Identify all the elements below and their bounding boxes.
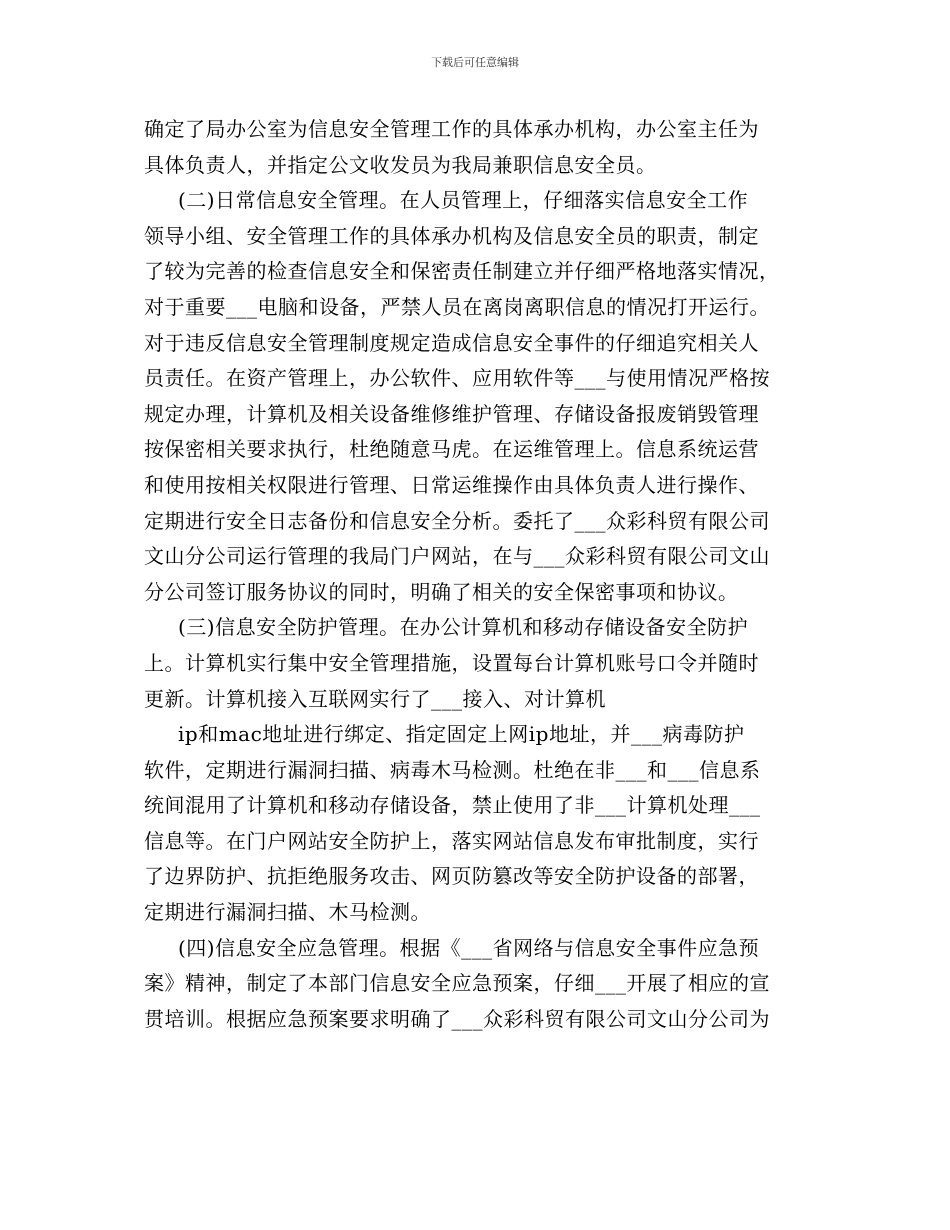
text-line: 上。计算机实行集中安全管理措施，设置每台计算机账号口令并随时 [144, 650, 759, 675]
text-line: 信息等。在门户网站安全防护上，落实网站信息发布审批制度，实行 [144, 828, 759, 853]
text-line: 贯培训。根据应急预案要求明确了___众彩科贸有限公司文山分公司为 [144, 1006, 770, 1031]
text-line: 按保密相关要求执行，杜绝随意马虎。在运维管理上。信息系统运营 [144, 437, 759, 462]
text-line: 具体负责人，并指定公文收发员为我局兼职信息安全员。 [144, 152, 657, 177]
text-line: 了较为完善的检查信息安全和保密责任制建立并仔细严格地落实情况， [144, 259, 780, 284]
text-line: 分公司签订服务协议的同时，明确了相关的安全保密事项和协议。 [144, 579, 739, 604]
text-line: 文山分公司运行管理的我局门户网站，在与___众彩科贸有限公司文山 [144, 544, 770, 569]
text-line: 定期进行安全日志备份和信息安全分析。委托了___众彩科贸有限公司 [144, 508, 770, 533]
text-line: (三)信息安全防护管理。在办公计算机和移动存储设备安全防护 [178, 615, 749, 640]
text-line: 员责任。在资产管理上，办公软件、应用软件等___与使用情况严格按 [144, 366, 770, 391]
text-line: 统间混用了计算机和移动存储设备，禁止使用了非___计算机处理___ [144, 793, 761, 818]
text-line: ip和mac地址进行绑定、指定固定上网ip地址，并___病毒防护 [178, 722, 745, 747]
text-line: (四)信息安全应急管理。根据《___省网络与信息安全事件应急预 [178, 935, 760, 960]
text-line: 领导小组、安全管理工作的具体承办机构及信息安全员的职责，制定 [144, 223, 759, 248]
text-line: 软件，定期进行漏洞扫描、病毒木马检测。杜绝在非___和___信息系 [144, 757, 761, 782]
text-line: 确定了局办公室为信息安全管理工作的具体承办机构，办公室主任为 [144, 117, 759, 141]
page-header: 下载后可任意编辑 [431, 56, 519, 69]
text-line: 对于违反信息安全管理制度规定造成信息安全事件的仔细追究相关人 [144, 330, 759, 355]
text-line: 对于重要___电脑和设备，严禁人员在离岗离职信息的情况打开运行。 [144, 294, 770, 319]
text-line: 定期进行漏洞扫描、木马检测。 [144, 900, 431, 925]
text-line: (二)日常信息安全管理。在人员管理上，仔细落实信息安全工作 [178, 188, 749, 213]
document-body [144, 112, 814, 1037]
text-line: 规定办理，计算机及相关设备维修维护管理、存储设备报废销毁管理 [144, 401, 759, 426]
text-line: 和使用按相关权限进行管理、日常运维操作由具体负责人进行操作、 [144, 472, 759, 497]
text-line: 了边界防护、抗拒绝服务攻击、网页防篡改等安全防护设备的部署， [144, 864, 759, 889]
text-line: 更新。计算机接入互联网实行了___接入、对计算机 [144, 686, 606, 711]
text-line: 案》精神，制定了本部门信息安全应急预案，仔细___开展了相应的宣 [144, 971, 770, 996]
